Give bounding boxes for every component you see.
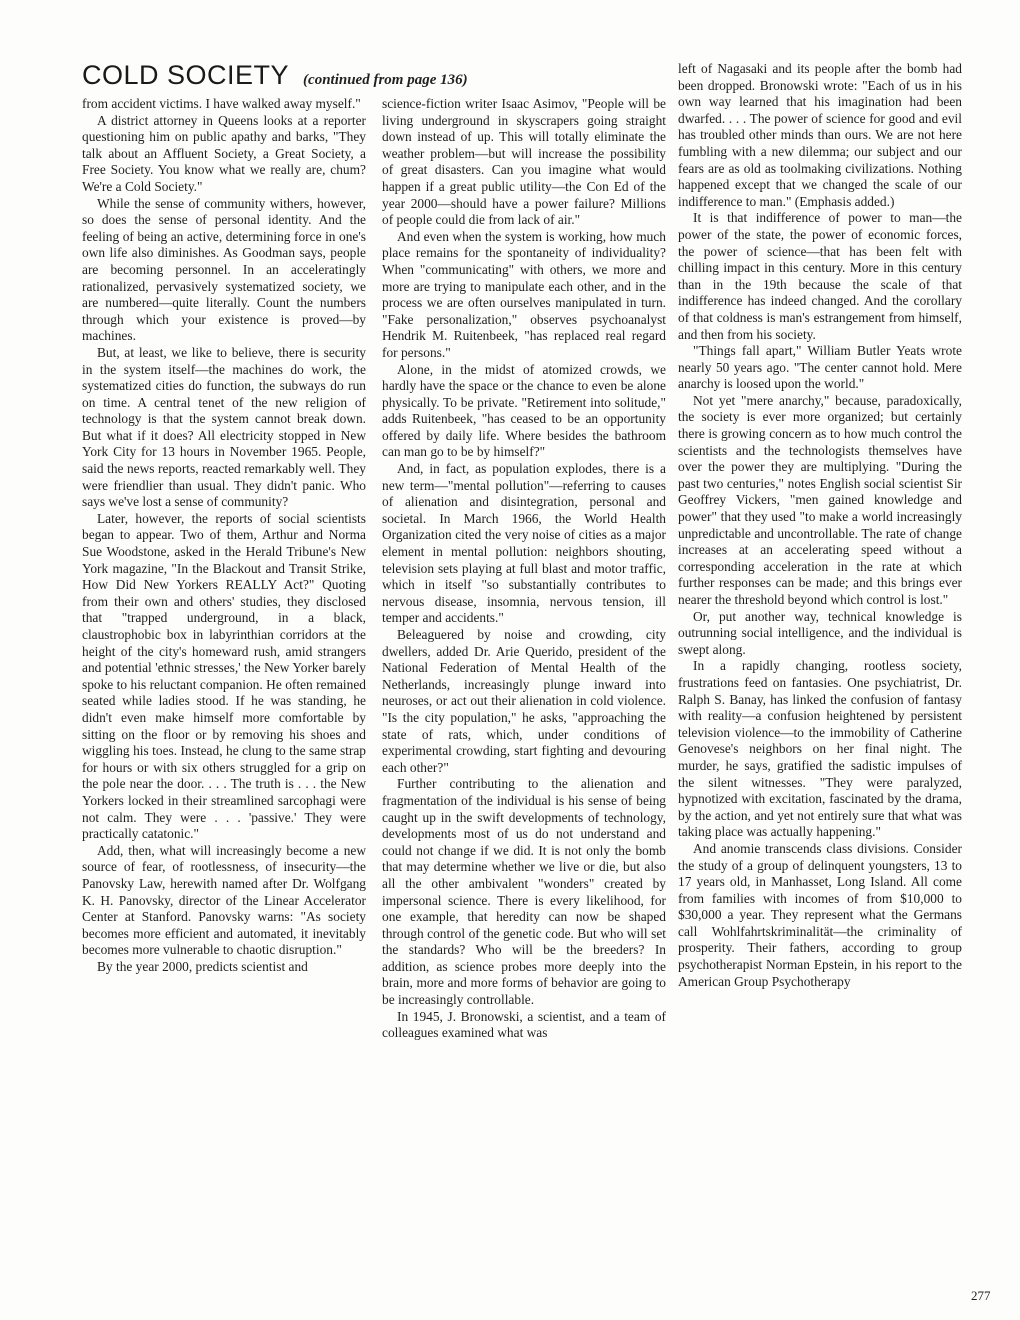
paragraph: In a rapidly changing, rootless society, frustrations feed on fantasies. One psychiatrist, Dr. Ralph S. Banay, has linked the confusion of fantasy with reality—a confusion heightened by persistent television violence—to the immobility of Catherine Genovese's neighbors on her final night. The murder, he says, gratified the sadistic impulses of the silent witnesses. "They were paralyzed, hypnotized with excitation, fascinated by the drama, by the action, and yet not entirely sure that what was taking place was actually happening." — [678, 658, 962, 840]
text-column-3 — [678, 61, 962, 990]
paragraph: "Things fall apart," William Butler Yeats wrote nearly 50 years ago. "The center cannot hold. Mere anarchy is loosed upon the world." — [678, 343, 962, 392]
paragraph: Not yet "mere anarchy," because, paradoxically, the society is ever more organized; but certainly there is growing concern as to how much control the scientists and the technologists themselves have over the power they are multiplying. "During the past two centuries," notes English social scientist Sir Geoffrey Vickers, "men gained knowledge and power" that they used "to make a world increasingly unpredictable and uncontrollable. The rate of change increases at an accelerating speed without a corresponding acceleration in the rate at which further responses can be made; and this brings ever nearer the threshold beyond which control is lost." — [678, 392, 962, 607]
paragraph: Alone, in the midst of atomized crowds, we hardly have the space or the chance to even be alone physically. To be private. "Retirement into solitude," adds Ruitenbeek, "has ceased to be an opportunity offered by daily life. Where besides the bathroom can man go to be by himself?" — [382, 361, 666, 460]
paragraph: Add, then, what will increasingly become a new source of fear, of rootlessness, of insecurity—the Panovsky Law, herewith named after Dr. Wolfgang K. H. Panovsky, director of the Linear Accelerator Center at Stanford. Panovsky warns: "As society becomes more efficient and automated, it inevitably becomes more vulnerable to chaotic disruption." — [82, 842, 366, 958]
paragraph: from accident victims. I have walked away myself." — [82, 96, 361, 111]
paragraph: And anomie transcends class divisions. Consider the study of a group of delinquent youngsters, 13 to 17 years old, in Manhasset, Long Island. All come from families with incomes of from $10,000 to $30,000 a year. They represent what the Germans call Wohlfahrtskriminalität—the criminality of prosperity. Their fathers, according to group psychotherapist Norman Epstein, in his report to the American Group Psychotherapy — [678, 840, 962, 989]
paragraph: science-fiction writer Isaac Asimov, "People will be living underground in skyscrapers going straight down instead of up. This will totally eliminate the weather problem—but will increase the possibility of great disasters. Can you imagine what would happen if a great public utility—the Con Ed of the year 2000—should have a power failure? Millions of people could die from lack of air." — [382, 96, 666, 228]
continued-note: (continued from page 136) — [303, 72, 468, 88]
paragraph: And even when the system is working, how much place remains for the spontaneity of individuality? When "communicating" with others, we more and more are trying to manipulate each other, and in the process we are often ourselves manipulated in turn. "Fake personalization," observes psychoanalyst Hendrik M. Ruitenbeek, "has replaced real regard for persons." — [382, 228, 666, 360]
text-column-1 — [82, 96, 366, 975]
paragraph: While the sense of community withers, however, so does the sense of personal identity. And the feeling of being an active, determining force in one's own life also diminishes. As Goodman says, people are becoming personnel. In an acceleratingly rationalized, pervasively systematized society, we are numbered—quite literally. Count the numbers through which your existence is proved—by machines. — [82, 195, 366, 344]
paragraph: By the year 2000, predicts scientist and — [97, 958, 308, 974]
paragraph: And, in fact, as population explodes, there is a new term—"mental pollution"—referring to causes of alienation and disintegration, personal and societal. In March 1966, the World Health Organization cited the very noise of cities as a major element in mental pollution: neighbors shouting, television sets playing at full blast and motor traffic, which in itself "so substantially contributes to nervous disease, insomnia, nervous tension, ill temper and accidents." — [382, 461, 666, 626]
article-title: COLD SOCIETY — [82, 60, 290, 90]
text-column-2 — [382, 96, 666, 1042]
paragraph: Or, put another way, technical knowledge is outrunning social intelligence, and the individual is swept along. — [678, 608, 962, 657]
paragraph: A district attorney in Queens looks at a reporter questioning him on public apathy and barks, "They talk about an Affluent Society, a Great Society, a Free Society. You know what we really are, chum? We're a Cold Society." — [82, 112, 366, 194]
paragraph: In 1945, J. Bronowski, a scientist, and a team of colleagues examined what was — [382, 1008, 666, 1041]
paragraph: Later, however, the reports of social scientists began to appear. Two of them, Arthur and Norma Sue Woodstone, asked in the Herald Tribune's New York magazine, "In the Blackout and Transit Strike, How Did New Yorkers REALLY Act?" Quoting from their own and others' studies, they disclosed that "trapped underground, in a black, claustrophobic box in labyrinthian corridors at the height of the city's homeward rush, amid strangers and potential 'ethnic stresses,' the New Yorker barely spoke to his reluctant companion. He often remained seated while ladies stood. If he was standing, he didn't even make himself more comfortable by sitting on the floor or by removing his shoes and wiggling his toes. Instead, he clung to the same strap for hours or with six others struggled for a grip on the pole near the door. . . . The truth is . . . the New Yorkers locked in their streamlined sarcophagi were not calm. They were . . . 'passive.' They were practically catatonic." — [82, 510, 366, 842]
article-header — [82, 60, 468, 91]
paragraph: Beleaguered by noise and crowding, city dwellers, added Dr. Arie Querido, president of the National Federation of Mental Health of the Netherlands, increasingly plunge inward into neuroses, or act out their alienation in cold violence. "Is the city population," he asks, "approaching the state of rats, which, under conditions of experimental crowding, start fighting and devouring each other?" — [382, 627, 666, 775]
paragraph: Further contributing to the alienation and fragmentation of the individual is his sense of being caught up in the swift developments of technology, developments most of us do not understand and could not change if we did. It is not only the bomb that may determine whether we live or die, but also all the other ambivalent "wonders" created by impersonal science. There is every likelihood, for one example, that heredity can now be shaped through control of the genetic code. But who will set the standards? Who will be the breeders? In addition, as science probes more deeply into the brain, more and more forms of behavior are going to be increasingly controllable. — [382, 776, 666, 1008]
paragraph: It is that indifference of power to man—the power of the state, the power of economic forces, the power of science—that has been felt with chilling impact in this century. More in this century than in the 19th because the scale of that indifference has indeed changed. And the corollary of that coldness is man's estrangement from himself, and then from his society. — [678, 210, 962, 342]
page-number: 277 — [971, 1288, 991, 1303]
paragraph: left of Nagasaki and its people after the bomb had been dropped. Bronowski wrote: "Each of us in his own way learned that his imagination had been dwarfed. . . . The power of science for good and evil has troubled other minds than ours. We are not here fumbling with a new dilemma; our subject and our fears are as old as toolmaking civilizations. Nothing happened except that we changed the scale of our indifference to man." (Emphasis added.) — [678, 61, 962, 209]
paragraph: But, at least, we like to believe, there is security in the system itself—the machines do work, the systematized cities do function, the subways do run on time. A central tenet of the new religion of technology is that the system cannot break down. But what if it does? All electricity stopped in New York City for 13 hours in November 1965. People, said the news reports, reacted remarkably well. They were friendlier than usual. They didn't panic. Who says we've lost a sense of community? — [82, 344, 366, 510]
